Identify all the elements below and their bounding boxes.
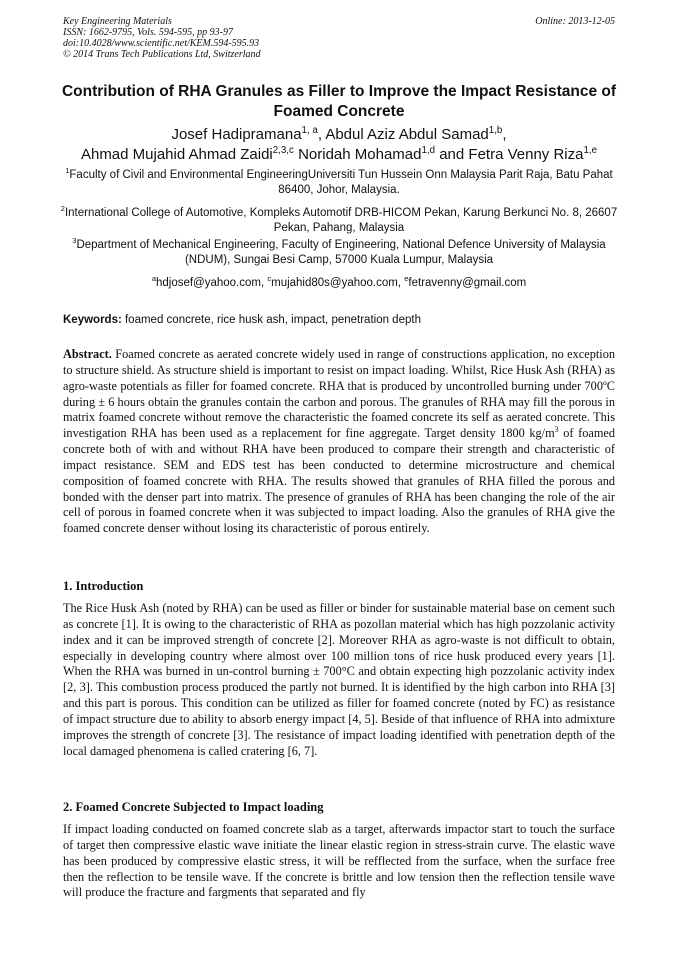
affiliation-3	[56, 238, 622, 268]
author-name: Josef Hadipramana	[171, 126, 302, 143]
affiliation-text: International College of Automotive, Kompleks Automotif DRB-HICOM Pekan, Karung Berkunci No. 8, 26607 Pekan, Pahang, Malaysia	[64, 207, 618, 234]
copyright-line: © 2014 Trans Tech Publications Ltd, Switzerland	[63, 49, 261, 60]
author-list	[30, 125, 648, 165]
affiliation-mark: 3	[72, 236, 77, 246]
affiliation-text: Faculty of Civil and Environmental EngineeringUniversiti Tun Hussein Onn Malaysia Parit Raja, Batu Pahat 86400, Johor, Malaysia.	[69, 169, 613, 196]
affiliation-1	[56, 168, 622, 198]
author-name: Noridah Mohamad	[298, 146, 422, 163]
abstract-text: of foamed concrete both of with and without RHA have been produced to compare their strength and characteristic of impact resistance. SEM and EDS test has been conducted to determine microstructure and chemical composition of foamed concrete with RHA. The results showed that granules of RHA filled the porous and bonded with the denser part into matrix. The presence of granules of RHA has been changing the role of the air cell of porous in foamed concrete when it was subjected to impact loading. Also the granules of RHA give the foamed concrete denser without losing its characteristic of porous entirely.	[63, 426, 615, 536]
author-separator: ,	[502, 126, 507, 143]
paper-title: Contribution of RHA Granules as Filler to Improve the Impact Resistance of Foamed Concrete	[61, 83, 617, 120]
issn-line: ISSN: 1662-9795, Vols. 594-595, pp 93-97	[63, 27, 233, 38]
author-affiliation-mark: 2,3,c	[272, 145, 294, 156]
affiliation-2	[56, 206, 622, 236]
author-separator: ,	[317, 126, 326, 143]
online-date: Online: 2013-12-05	[535, 16, 615, 27]
author-name: Abdul Aziz Abdul Samad	[325, 126, 489, 143]
journal-metadata	[63, 16, 423, 60]
affiliation-text: Department of Mechanical Engineering, Faculty of Engineering, National Defence University of Malaysia (NDUM), Sungai Besi Camp, 57000 Kuala Lumpur, Malaysia	[76, 239, 606, 266]
author-affiliation-mark: 1,b	[488, 125, 503, 136]
email-mark: c	[267, 274, 272, 284]
section-paragraph: The Rice Husk Ash (noted by RHA) can be used as filler or binder for sustainable material base on cement such as concrete [1]. It is owing to the characteristic of RHA as pozollan material which has high pozzolanic activity index and it can be improved strength of concrete [2]. Moreover RHA as agro-waste is not difficult to obtain, especially in developing country where almost over 100 million tons of rice husk produced every years [1]. When the RHA was burned in un-control burning ± 700°C and obtain expecting high pozzolanic activity index [2, 3]. This combustion process produced the partly not burned. It is identified by the high carbon into RHA [3] and this part is porous. This condition can be utilized as filler for foamed concrete (noted by FC) as resistance of impact structure due to ability to absorb energy impact [4, 5]. Beside of that influence of RHA into admixture improves the strength of concrete [3]. The resistance of impact loading identified with penetration depth of the local damaged phenomena is called cratering [6, 7].	[63, 601, 615, 758]
author-affiliation-mark: 1, a	[301, 125, 318, 136]
author-name: Ahmad Mujahid Ahmad Zaidi	[80, 146, 273, 163]
unit-superscript: 3	[554, 425, 559, 435]
affiliation-mark: 1	[65, 166, 70, 176]
email-mark: a	[151, 274, 156, 284]
keywords-label: Keywords:	[63, 314, 122, 326]
section-paragraph: If impact loading conducted on foamed concrete slab as a target, afterwards impactor start to touch the surface of target then compressive elastic wave initiate the linear elastic region in stress-strain curve. The elastic wave has been produced by compressive elastic stress, it will be refflected from the surface, when the surface free then the reflection to be tensile wave. If the concrete is brittle and low tension then the reflection tensile wave will produce the fracture and fargments that separated and fly	[63, 822, 615, 900]
abstract-text: Foamed concrete as aerated concrete widely used in range of constructions application, no exception to structure shield. As structure shield is important to resist on impact loading. Whilst, Rice Husk Ash (RHA) as agro-waste potentials as filler for foamed concrete. RHA that is produced by uncontrolled burning under 700ºC during ± 6 hours obtain the granules contain the carbon and porous. The granules of RHA may fill the porous in matrix foamed concrete without remove the characteristic the foamed concrete its self as aerated concrete. This investigation RHA has been used as a replacement for fine aggregate. Target density 1800 kg/m	[63, 347, 615, 441]
journal-name: Key Engineering Materials	[63, 16, 172, 27]
author-separator: and	[435, 146, 469, 163]
author-affiliation-mark: 1,d	[421, 145, 436, 156]
author-emails	[56, 276, 622, 291]
doi-line: doi:10.4028/www.scientific.net/KEM.594-595.93	[63, 38, 260, 49]
email-mark: e	[404, 274, 409, 284]
section-heading-impact-loading: 2. Foamed Concrete Subjected to Impact loading	[63, 800, 324, 814]
email-text: mujahid80s@yahoo.com,	[271, 277, 405, 289]
email-text: fetravenny@gmail.com	[408, 277, 527, 289]
abstract-paragraph	[63, 347, 615, 537]
affiliation-mark: 2	[60, 204, 65, 214]
keywords-line	[63, 313, 615, 328]
author-affiliation-mark: 1,e	[583, 145, 598, 156]
section-heading-introduction: 1. Introduction	[63, 579, 144, 593]
keywords-text: foamed concrete, rice husk ash, impact, penetration depth	[121, 314, 421, 326]
email-text: hdjosef@yahoo.com,	[155, 277, 268, 289]
abstract-label: Abstract.	[63, 347, 112, 361]
author-name: Fetra Venny Riza	[468, 146, 584, 163]
